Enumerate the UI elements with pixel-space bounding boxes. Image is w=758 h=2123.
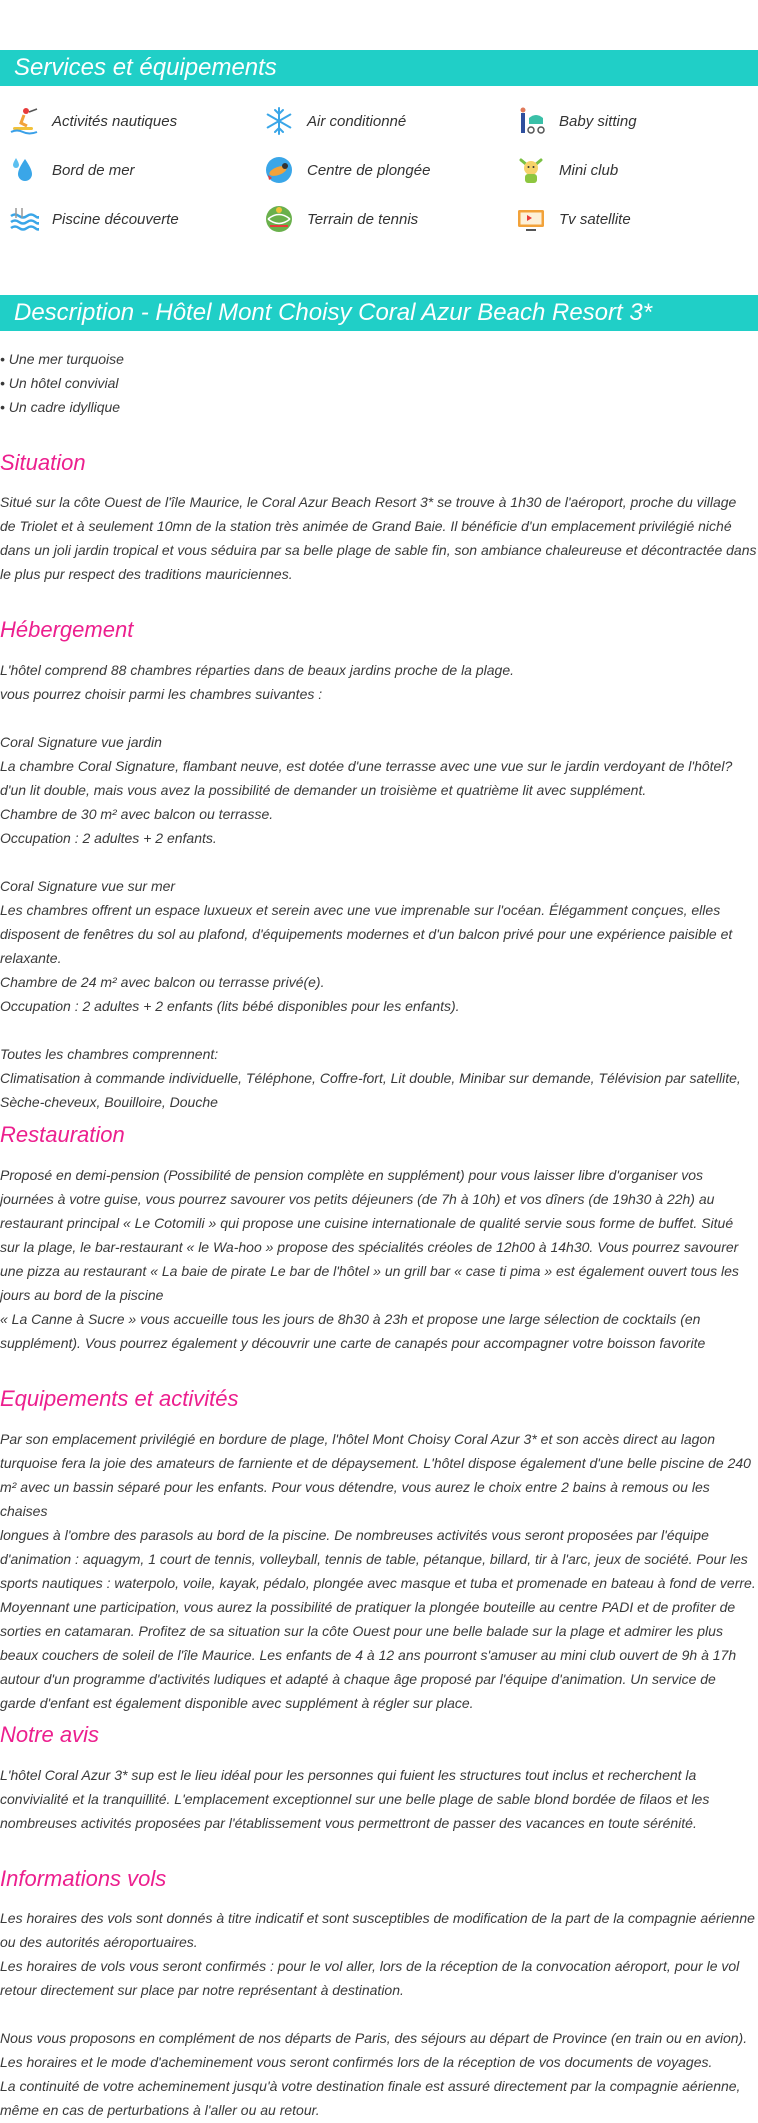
- section-body-hebergement: [0, 658, 758, 1114]
- text-line: autour d'un programme d'activités ludiques et adapté à chaque âge proposé par l'équipe d'animation. Un service de: [0, 1671, 716, 1687]
- text-line: Les horaires des vols sont donnés à titre indicatif et sont susceptibles de modification de la part de la compagnie aérienne: [0, 1910, 755, 1926]
- pool-icon: [8, 203, 40, 235]
- kids-club-icon: [515, 154, 547, 186]
- text-line: Occupation : 2 adultes + 2 enfants.: [0, 830, 217, 846]
- diver-icon: [263, 154, 295, 186]
- text-line: Les horaires et le mode d'acheminement vous seront confirmés lors de la réception de vos documents de voyages.: [0, 2054, 713, 2070]
- spacer: [0, 850, 758, 874]
- text-line: Sèche-cheveux, Bouilloire, Douche: [0, 1094, 218, 1110]
- service-item-bord-de-mer: [8, 154, 135, 186]
- text-line: m² avec un bassin séparé pour les enfants. Pour vous détendre, vous aurez le choix entre 2 bains à remous ou les chaises: [0, 1479, 710, 1519]
- service-item-air-conditionne: [263, 105, 406, 137]
- text-line: d'animation : aquagym, 1 court de tennis, volleyball, tennis de table, pétanque, billard, tir à l'arc, jeux de société. Pour les: [0, 1551, 748, 1567]
- section-title-hebergement: Hébergement: [0, 617, 134, 642]
- text-line: nombreuses activités proposées par l'établissement vous permettront de passer des vacances en toute sérénité.: [0, 1815, 697, 1831]
- text-line: relaxante.: [0, 950, 62, 966]
- tv-icon: [515, 203, 547, 235]
- text-line: longues à l'ombre des parasols au bord de la piscine. De nombreuses activités vous seront proposées par l'équipe: [0, 1527, 709, 1543]
- bullet-item: • Un cadre idyllique: [0, 399, 121, 415]
- text-line: d'un lit double, mais vous avez la possibilité de demander un troisième et quatrième lit avec supplément.: [0, 782, 647, 798]
- service-label: Air conditionné: [307, 112, 407, 130]
- text-line: dans un joli jardin tropical et vous séduira par sa belle plage de sable fin, son ambiance chaleureuse et décontractée dans: [0, 542, 757, 558]
- text-line: convivialité et la tranquillité. L'emplacement exceptionnel sur une belle plage de sable blond bordée de filaos et les: [0, 1791, 710, 1807]
- tennis-court-icon: [263, 203, 295, 235]
- text-line: beaux couchers de soleil de l'île Maurice. Les enfants de 4 à 12 ans pourront s'amuser au mini club ouvert de 9h à 17h: [0, 1647, 737, 1663]
- section-title-avis: Notre avis: [0, 1722, 100, 1747]
- service-item-baby-sitting: [515, 105, 637, 137]
- text-line: retour directement sur place par notre représentant à destination.: [0, 1982, 404, 1998]
- service-item-activites-nautiques: [8, 105, 177, 137]
- service-label: Centre de plongée: [307, 161, 431, 179]
- text-line: « La Canne à Sucre » vous accueille tous les jours de 8h30 à 23h et propose une large sélection de cocktails (en: [0, 1311, 701, 1327]
- text-line: de Triolet et à seulement 10mn de la station très animée de Grand Baie. Il bénéficie d'un emplacement privilégié niché: [0, 518, 732, 534]
- text-line: ou des autorités aéroportuaires.: [0, 1934, 198, 1950]
- text-line: Chambre de 30 m² avec balcon ou terrasse.: [0, 806, 274, 822]
- text-line: disposent de fenêtres du sol au plafond, d'équipements modernes et d'un balcon privé pour une expérience paisible et: [0, 926, 733, 942]
- text-line: une pizza au restaurant « La baie de pirate Le bar de l'hôtel » un grill bar « case ti pima » est également ouvert tous les: [0, 1263, 739, 1279]
- bullet-item: • Une mer turquoise: [0, 351, 124, 367]
- text-line: La chambre Coral Signature, flambant neuve, est dotée d'une terrasse avec une vue sur le jardin verdoyant de l'hôtel?: [0, 758, 733, 774]
- service-item-centre-de-plongee: [263, 154, 430, 186]
- service-label: Mini club: [559, 161, 619, 179]
- section-body-equipements: [0, 1427, 758, 1715]
- text-line: Toutes les chambres comprennent:: [0, 1046, 219, 1062]
- text-line: Occupation : 2 adultes + 2 enfants (lits bébé disponibles pour les enfants).: [0, 998, 460, 1014]
- text-line: sur la plage, le bar-restaurant « le Wa-hoo » propose des spécialités créoles de 12h00 à 14h30. Vous pourrez savourer: [0, 1239, 739, 1255]
- text-line: turquoise fera la joie des amateurs de farniente et de dépaysement. L'hôtel dispose également d'une belle piscine de 240: [0, 1455, 751, 1471]
- text-line: jours au bord de la piscine: [0, 1287, 164, 1303]
- section-body-situation: [0, 490, 758, 586]
- text-line: le plus pur respect des traditions mauriciennes.: [0, 566, 293, 582]
- service-item-terrain-de-tennis: [263, 203, 418, 235]
- section-title-equipements: Equipements et activités: [0, 1386, 239, 1411]
- text-line: Par son emplacement privilégié en bordure de plage, l'hôtel Mont Choisy Coral Azur 3* et son accès direct au lagon: [0, 1431, 715, 1447]
- text-line: Proposé en demi-pension (Possibilité de pension complète en supplément) pour vous laisser libre d'organiser vos: [0, 1167, 704, 1183]
- text-line: Climatisation à commande individuelle, Téléphone, Coffre-fort, Lit double, Minibar sur demande, Télévision par satellite,: [0, 1070, 741, 1086]
- spacer: [0, 2002, 758, 2026]
- text-line: garde d'enfant est également disponible avec supplément à régler sur place.: [0, 1695, 474, 1711]
- service-label: Bord de mer: [52, 161, 135, 179]
- stroller-icon: [515, 105, 547, 137]
- text-line: Coral Signature vue sur mer: [0, 878, 176, 894]
- water-drop-icon: [8, 154, 40, 186]
- description-banner: Description - Hôtel Mont Choisy Coral Azur Beach Resort 3*: [0, 295, 758, 331]
- text-line: Les horaires de vols vous seront confirmés : pour le vol aller, lors de la réception de la convocation aéroport, pour le vol: [0, 1958, 740, 1974]
- spacer: [0, 706, 758, 730]
- text-line: Nous vous proposons en complément de nos départs de Paris, des séjours au départ de Province (en train ou en avion).: [0, 2030, 748, 2046]
- service-item-tv-satellite: [515, 203, 631, 235]
- text-line: restaurant principal « Le Cotomili » qui propose une cuisine internationale de qualité servie sous forme de buffet. Situé: [0, 1215, 734, 1231]
- text-line: supplément). Vous pourrez également y découvrir une carte de canapés pour accompagner votre boisson favorite: [0, 1335, 706, 1351]
- service-item-piscine-decouverte: [8, 203, 179, 235]
- service-label: Terrain de tennis: [307, 210, 419, 228]
- service-label: Tv satellite: [559, 210, 631, 228]
- text-line: journées à votre guise, vous pourrez savourer vos petits déjeuners (de 7h à 10h) et vos dîners (de 19h30 à 22h) au: [0, 1191, 715, 1207]
- spacer: [0, 1018, 758, 1042]
- text-line: Coral Signature vue jardin: [0, 734, 162, 750]
- text-line: vous pourrez choisir parmi les chambres suivantes :: [0, 686, 323, 702]
- text-line: Moyennant une participation, vous aurez la possibilité de pratiquer la plongée bouteille au centre PADI et de profiter de: [0, 1599, 736, 1615]
- bullet-item: • Un hôtel convivial: [0, 375, 119, 391]
- snowflake-icon: [263, 105, 295, 137]
- text-line: sorties en catamaran. Profitez de sa situation sur la côte Ouest pour une belle balade sur la plage et admirer les plus: [0, 1623, 723, 1639]
- text-line: même en cas de perturbations à l'aller ou au retour.: [0, 2102, 320, 2118]
- section-body-vols: [0, 1906, 758, 2122]
- service-item-mini-club: [515, 154, 618, 186]
- text-line: L'hôtel Coral Azur 3* sup est le lieu idéal pour les personnes qui fuient les structures tout inclus et recherchent la: [0, 1767, 697, 1783]
- text-line: L'hôtel comprend 88 chambres réparties dans de beaux jardins proche de la plage.: [0, 662, 514, 678]
- text-line: Les chambres offrent un espace luxueux et serein avec une vue imprenable sur l'océan. Élégamment conçues, elles: [0, 902, 721, 918]
- service-label: Baby sitting: [559, 112, 637, 130]
- services-banner: Services et équipements: [0, 50, 758, 86]
- service-label: Piscine découverte: [52, 210, 179, 228]
- section-title-situation: Situation: [0, 450, 86, 475]
- section-body-restauration: [0, 1163, 758, 1355]
- water-skiing-icon: [8, 105, 40, 137]
- description-bullets: [0, 347, 758, 419]
- text-line: Situé sur la côte Ouest de l'île Maurice, le Coral Azur Beach Resort 3* se trouve à 1h30 de l'aéroport, proche du village: [0, 494, 737, 510]
- service-label: Activités nautiques: [52, 112, 178, 130]
- text-line: sports nautiques : waterpolo, voile, kayak, pédalo, plongée avec masque et tuba et promenade en bateau à fond de verre.: [0, 1575, 756, 1591]
- section-body-avis: [0, 1763, 758, 1835]
- text-line: La continuité de votre acheminement jusqu'à votre destination finale est assuré directement par la compagnie aérienne,: [0, 2078, 741, 2094]
- section-title-vols: Informations vols: [0, 1866, 167, 1891]
- section-title-restauration: Restauration: [0, 1122, 125, 1147]
- text-line: Chambre de 24 m² avec balcon ou terrasse privé(e).: [0, 974, 325, 990]
